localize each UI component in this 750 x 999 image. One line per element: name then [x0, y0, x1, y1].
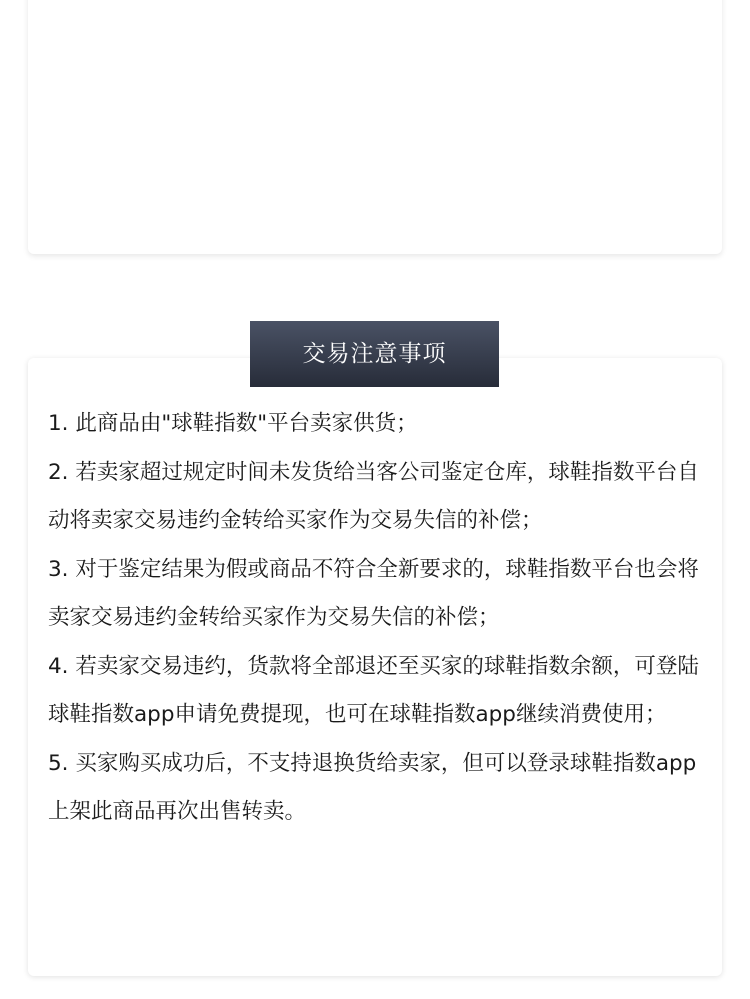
- top-content-card: [28, 0, 722, 254]
- trade-notes-title: 交易注意事项: [250, 321, 499, 387]
- trade-note-item-5: 5. 买家购买成功后，不支持退换货给卖家，但可以登录球鞋指数app上架此商品再次出售转卖。: [48, 750, 697, 824]
- trade-notes-list: [48, 400, 708, 837]
- trade-note-item-3: 3. 对于鉴定结果为假或商品不符合全新要求的，球鞋指数平台也会将卖家交易违约金转给买家作为交易失信的补偿；: [48, 556, 699, 630]
- trade-note-item-1: 1. 此商品由"球鞋指数"平台卖家供货；: [48, 411, 418, 436]
- trade-note-item-2: 2. 若卖家超过规定时间未发货给当客公司鉴定仓库，球鞋指数平台自动将卖家交易违约金转给买家作为交易失信的补偿；: [48, 459, 699, 533]
- trade-note-item-4: 4. 若卖家交易违约，货款将全部退还至买家的球鞋指数余额，可登陆球鞋指数app申请免费提现，也可在球鞋指数app继续消费使用；: [48, 653, 699, 727]
